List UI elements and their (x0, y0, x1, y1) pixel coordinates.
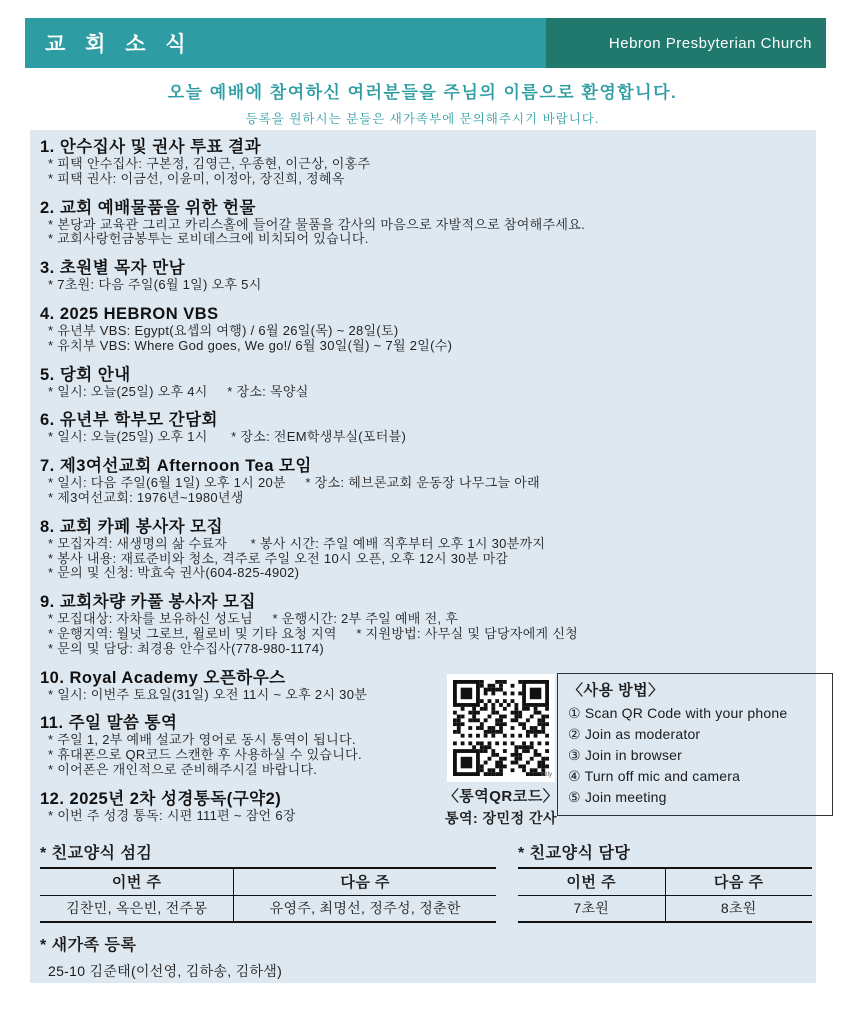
usage-instructions-box (557, 673, 833, 816)
new-family-entry: 25-10 김준태(이선영, 김하송, 김하샘) (48, 962, 283, 979)
section-title: 8. 교회 카페 봉사자 모집 (40, 517, 224, 536)
table-header-cell: 다음 주 (665, 868, 812, 896)
table-row (40, 895, 496, 922)
table-header-cell: 이번 주 (518, 868, 665, 896)
section-line: * 이번 주 성경 통독: 시편 111편 ~ 잠언 6장 (48, 807, 296, 823)
welcome-line-1: 오늘 예배에 참여하신 여러분들을 주님의 이름으로 환영합니다. (167, 83, 678, 102)
table-cell: 김찬민, 옥은빈, 전주몽 (40, 895, 234, 922)
qr-caption: 〈통역QR코드〉 (443, 788, 559, 805)
section-title: 6. 유년부 학부모 간담회 (40, 411, 218, 430)
section-line: * 일시: 다음 주일(6월 1일) 오후 1시 20분 * 장소: 헤브론교회 운동장 나무그늘 아래 (48, 475, 540, 491)
table-header-cell: 이번 주 (40, 868, 234, 896)
section-title: 5. 당회 안내 (40, 365, 131, 384)
duty-table (518, 867, 812, 923)
serving-table (40, 867, 496, 923)
qr-block (438, 674, 564, 828)
qr-interpreter: 통역: 장민정 간사 (444, 810, 558, 826)
announcement-section (40, 198, 816, 248)
welcome-message (0, 78, 845, 127)
section-title: 9. 교회차량 카풀 봉사자 모집 (40, 593, 256, 612)
section-title: 12. 2025년 2차 성경통독(구약2) (40, 789, 282, 808)
section-line: * 제3여선교회: 1976년~1980년생 (48, 489, 244, 505)
section-line: * 본당과 교육관 그리고 카리스홀에 들어갈 물품을 감사의 마음으로 자발적으로 참여해주세요. (48, 216, 585, 232)
serving-table-title: * 친교양식 섬김 (40, 844, 153, 862)
duty-table-title: * 친교양식 담당 (518, 844, 631, 862)
announcement-section (40, 258, 816, 293)
bulletin-title: 교 회 소 식 (25, 18, 546, 68)
new-family-title: * 새가족 등록 (40, 936, 137, 954)
qr-code (453, 680, 549, 776)
section-title: 4. 2025 HEBRON VBS (40, 304, 219, 323)
section-title: 2. 교회 예배물품을 위한 헌물 (40, 198, 256, 217)
header-bar (25, 18, 826, 68)
announcement-section (40, 137, 816, 187)
section-line: * 문의 및 담당: 최경용 안수집사(778-980-1174) (48, 640, 324, 656)
announcement-section (40, 592, 816, 656)
table-cell: 유영주, 최명선, 정주성, 정춘한 (234, 895, 496, 922)
announcement-section (40, 456, 816, 506)
section-line: * 7초원: 다음 주일(6월 1일) 오후 5시 (48, 277, 262, 293)
usage-title: 〈사용 방법〉 (568, 682, 664, 699)
section-line: * 모집자격: 새생명의 삶 수료자 * 봉사 시간: 주일 예배 직후부터 오후 1시 30분까지 (48, 535, 546, 551)
section-line: * 교회사랑헌금봉투는 로비데스크에 비치되어 있습니다. (48, 231, 369, 247)
table-header-cell: 다음 주 (234, 868, 496, 896)
usage-step: ⑤ Join meeting (568, 789, 667, 805)
section-line: * 일시: 오늘(25일) 오후 1시 * 장소: 전EM학생부실(포터블) (48, 429, 407, 445)
section-line: * 유치부 VBS: Where God goes, We go!/ 6월 30일(월) ~ 7월 2일(수) (48, 337, 453, 353)
serving-table-block (40, 840, 496, 923)
section-line: * 휴대폰으로 QR코드 스캔한 후 사용하실 수 있습니다. (48, 747, 362, 763)
section-title: 1. 안수집사 및 권사 투표 결과 (40, 138, 262, 156)
church-name: Hebron Presbyterian Church (546, 18, 826, 68)
section-line: * 일시: 오늘(25일) 오후 4시 * 장소: 목양실 (48, 383, 309, 399)
duty-table-block (518, 840, 812, 923)
announcement-section (40, 365, 816, 400)
section-title: 3. 초원별 목자 만남 (40, 259, 186, 278)
announcement-section (40, 410, 816, 445)
section-line: * 일시: 이번주 토요일(31일) 오전 11시 ~ 오후 2시 30분 (48, 686, 368, 702)
announcement-section (40, 304, 816, 354)
bottom-tables-row (40, 840, 816, 923)
qr-card (447, 674, 555, 782)
usage-steps (568, 703, 822, 808)
section-line: * 모집대상: 자차를 보유하신 성도님 * 운행시간: 2부 주일 예배 전, 후 (48, 611, 459, 627)
table-row (518, 895, 812, 922)
section-line: * 피택 안수집사: 구본정, 김영근, 우종현, 이근상, 이홍주 (48, 156, 371, 171)
section-title: 11. 주일 말씀 통역 (40, 714, 178, 733)
table-cell: 8초원 (665, 895, 812, 922)
section-title: 7. 제3여선교회 Afternoon Tea 모임 (40, 457, 312, 476)
new-family-block (40, 932, 816, 981)
usage-step: ③ Join in browser (568, 747, 682, 763)
usage-step: ④ Turn off mic and camera (568, 768, 741, 784)
section-line: * 봉사 내용: 재료준비와 청소, 격주로 주일 오전 10시 오픈, 오후 12시 30분 마감 (48, 550, 509, 566)
section-line: * 문의 및 신청: 박효숙 권사(604-825-4902) (48, 565, 300, 581)
qr-watermark: bitly (541, 772, 552, 778)
section-line: * 이어폰은 개인적으로 준비해주시길 바랍니다. (48, 761, 318, 777)
content-area (30, 130, 816, 983)
section-line: * 유년부 VBS: Egypt(요셉의 여행) / 6월 26일(목) ~ 28일(토) (48, 322, 399, 338)
usage-step: ② Join as moderator (568, 726, 701, 742)
welcome-line-2: 등록을 원하시는 분들은 새가족부에 문의해주시기 바랍니다. (245, 112, 600, 126)
usage-step: ① Scan QR Code with your phone (568, 705, 788, 721)
announcement-section (40, 517, 816, 581)
section-line: * 주일 1, 2부 예배 설교가 영어로 동시 통역이 됩니다. (48, 732, 356, 748)
section-line: * 피택 권사: 이금선, 이윤미, 이정아, 장진희, 정혜옥 (48, 170, 345, 186)
section-title: 10. Royal Academy 오픈하우스 (40, 668, 286, 687)
table-cell: 7초원 (518, 895, 665, 922)
section-line: * 운행지역: 월넛 그로브, 윌로비 및 기타 요청 지역 * 지원방법: 사무실 및 담당자에게 신청 (48, 625, 579, 641)
